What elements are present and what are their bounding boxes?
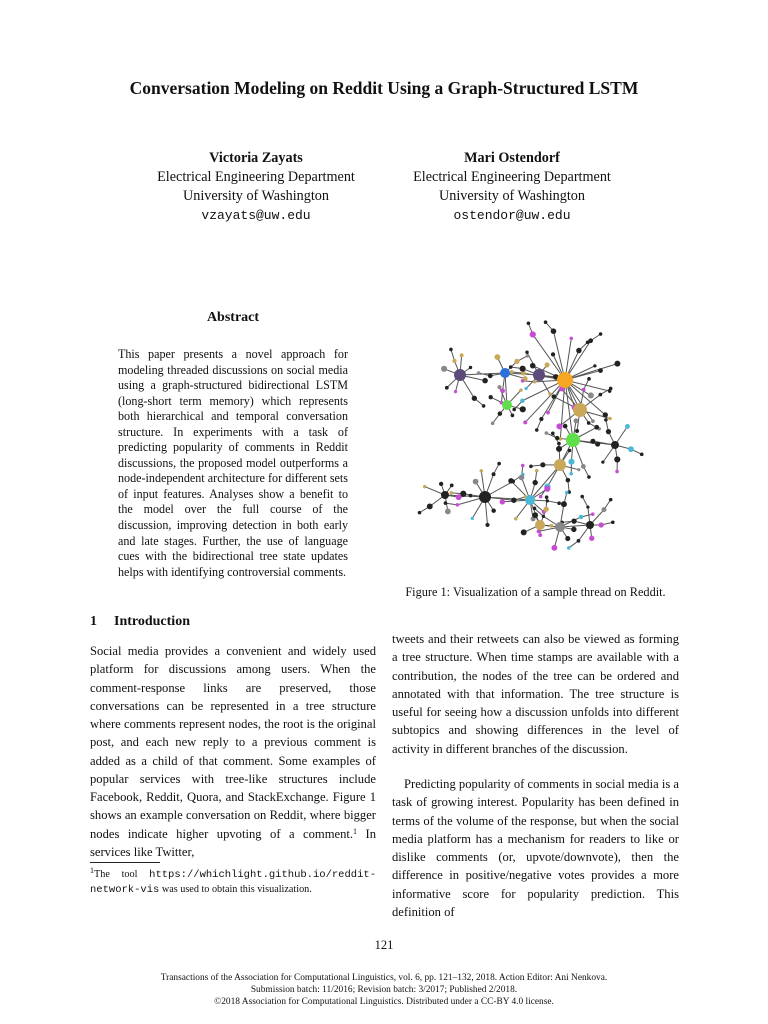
graph-node	[557, 442, 561, 446]
publication-info	[0, 972, 768, 1009]
graph-node	[520, 366, 526, 372]
graph-node	[520, 406, 526, 412]
graph-node	[579, 515, 583, 519]
graph-node	[479, 491, 491, 503]
graph-node	[551, 328, 557, 334]
graph-node	[423, 485, 427, 489]
graph-node	[530, 363, 536, 369]
graph-node	[589, 536, 594, 541]
graph-edge	[547, 501, 559, 503]
graph-node	[601, 460, 604, 463]
graph-node	[573, 403, 587, 417]
graph-nodes	[418, 320, 644, 550]
graph-node	[570, 337, 573, 340]
section-title: Introduction	[114, 614, 190, 629]
graph-node	[569, 472, 573, 476]
graph-node	[586, 505, 589, 508]
intro-paragraph-right-1: tweets and their retweets can also be viewed as forming a tree structure. When time stamps are available with a contribution, the nodes of the tree can be ordered and annotated with that information. The tree structure is useful for seeing how a discussion unfolds into different subtopics and showing differences in the level of activity in different branches of the discussion.	[392, 632, 679, 756]
graph-node	[556, 423, 562, 429]
graph-node	[603, 412, 608, 417]
graph-node	[557, 372, 573, 388]
graph-node	[494, 354, 500, 360]
graph-node	[581, 464, 586, 469]
graph-node	[441, 491, 449, 499]
graph-node	[460, 353, 464, 357]
author-univ: University of Washington	[183, 188, 329, 204]
graph-node	[574, 418, 579, 423]
graph-node	[427, 503, 433, 509]
graph-node	[599, 393, 603, 397]
graph-node	[602, 507, 607, 512]
author-name: Mari Ostendorf	[464, 150, 560, 166]
graph-node	[565, 491, 569, 495]
graph-node	[532, 512, 538, 518]
graph-node	[533, 507, 537, 511]
footnote-ref[interactable]: 1	[353, 826, 358, 836]
graph-node	[544, 507, 549, 512]
graph-node	[498, 411, 503, 416]
footnote	[90, 868, 376, 897]
graph-node	[614, 456, 620, 462]
graph-node	[449, 348, 453, 352]
graph-node	[450, 491, 454, 495]
footnote-url[interactable]: https://whichlight.github.io/reddit-network-vis	[90, 869, 376, 896]
graph-node	[587, 421, 591, 425]
graph-node	[606, 429, 611, 434]
graph-node	[539, 495, 543, 499]
graph-node	[529, 464, 533, 468]
graph-node	[537, 529, 541, 533]
publication-info-line: Submission batch: 11/2016; Revision batch: 3/2017; Published 2/2018.	[250, 985, 518, 996]
graph-node	[546, 411, 550, 415]
graph-node	[519, 475, 525, 481]
graph-node	[497, 462, 501, 466]
graph-node	[545, 495, 549, 499]
author-name: Victoria Zayats	[209, 150, 303, 166]
graph-node	[500, 368, 510, 378]
graph-node	[571, 527, 576, 532]
graph-node	[472, 396, 477, 401]
graph-node	[555, 522, 565, 532]
graph-node	[598, 368, 603, 373]
graph-node	[520, 399, 524, 403]
graph-node	[532, 480, 537, 485]
graph-node	[523, 376, 528, 381]
graph-node	[450, 483, 454, 487]
graph-node	[497, 385, 501, 389]
graph-node	[577, 539, 581, 543]
copyright-line: ©2018 Association for Computational Linguistics. Distributed under a CC-BY 4.0 license.	[214, 997, 554, 1008]
graph-node	[526, 354, 530, 358]
graph-node	[456, 503, 459, 506]
author-dept: Electrical Engineering Department	[413, 169, 611, 185]
graph-node	[533, 369, 545, 381]
graph-node	[519, 388, 523, 392]
graph-node	[586, 521, 594, 529]
graph-node	[488, 373, 493, 378]
section-number: 1	[90, 614, 97, 629]
graph-node	[445, 386, 449, 390]
graph-node	[441, 366, 447, 372]
graph-node	[489, 395, 493, 399]
graph-node	[508, 478, 513, 483]
graph-node	[557, 501, 561, 505]
graph-node	[452, 359, 456, 363]
graph-node	[540, 462, 545, 467]
graph-node	[577, 468, 580, 471]
author-block-1	[116, 149, 396, 225]
graph-node	[611, 520, 615, 524]
graph-node	[477, 371, 481, 375]
graph-node	[469, 366, 472, 369]
reddit-thread-graph-figure	[405, 305, 665, 573]
intro-paragraph-left	[90, 642, 376, 861]
graph-node	[582, 388, 586, 392]
abstract-heading: Abstract	[206, 310, 260, 325]
publication-info-line: Transactions of the Association for Computational Linguistics, vol. 6, pp. 121–132, 2018. Action Editor: Ani Nenkova.	[160, 973, 608, 983]
graph-node	[566, 433, 580, 447]
graph-node	[514, 517, 517, 520]
author-dept: Electrical Engineering Department	[157, 169, 355, 185]
graph-node	[563, 424, 568, 429]
graph-node	[471, 517, 474, 520]
intro-left-text: Social media provides a convenient and widely used platform for discussions among users. When the comment-response links are preserved, those conversations can be represented in a tree structure where comments represent nodes, the root is the original post, and each new reply to a previous comment is added as a child of that comment. Some examples of popular services with tree-like structures include Facebook, Reddit, Quora, and StackExchange. Figure 1 shows an example conversation on Reddit, where bigger nodes indicate higher upvoting of a comment.	[90, 644, 376, 841]
graph-node	[604, 418, 608, 422]
graph-node	[599, 332, 603, 336]
graph-node	[566, 478, 571, 483]
graph-node	[551, 431, 555, 435]
graph-node	[580, 495, 584, 499]
graph-node	[545, 431, 549, 435]
graph-node	[591, 419, 595, 423]
author-email[interactable]: vzayats@uw.edu	[201, 208, 311, 223]
graph-node	[568, 449, 571, 452]
abstract-text: This paper presents a novel approach for modeling threaded discussions on social media using a graph-structured bidirectional LSTM (long-short term memory) which represents both hierarchical and temporal conversation structure. In experiments with a task of predicting popularity of comments in Reddit discussions, the proposed model outperforms a node-independent architecture for different sets of input features. Analyses show a benefit to the model over the full course of the discussion, improving detection in both early and late stages. Further, the use of language cues with the bidirectional tree state updates helps with identifying controversial comments.	[118, 347, 348, 579]
graph-node	[500, 499, 505, 504]
graph-node	[595, 442, 600, 447]
graph-node	[482, 378, 488, 384]
graph-node	[599, 522, 604, 527]
graph-node	[588, 392, 594, 398]
graph-node	[554, 459, 566, 471]
graph-node	[614, 361, 620, 367]
graph-node	[439, 482, 443, 486]
footnote-tail: was used to obtain this visualization.	[161, 883, 312, 895]
graph-node	[542, 515, 545, 518]
graph-node	[500, 388, 505, 393]
footnote-rule	[90, 862, 160, 863]
graph-node	[593, 364, 596, 367]
author-block-2	[372, 149, 652, 225]
footnote-lead: The tool	[94, 869, 138, 880]
graph-node	[492, 472, 496, 476]
graph-node	[586, 340, 590, 344]
graph-node	[575, 429, 579, 433]
graph-node	[640, 453, 644, 457]
graph-node	[625, 424, 630, 429]
graph-node	[587, 475, 591, 479]
graph-node	[527, 321, 531, 325]
graph-node	[628, 446, 634, 452]
graph-node	[491, 421, 495, 425]
graph-node	[521, 529, 527, 535]
graph-node	[491, 508, 495, 512]
graph-node	[482, 404, 486, 408]
graph-node	[550, 524, 554, 528]
graph-node	[445, 509, 451, 515]
graph-node	[611, 441, 619, 449]
graph-node	[525, 351, 528, 354]
intro-paragraph-right-2: Predicting popularity of comments in social media is a task of growing interest. Popularity has been defined in terms of the volume of the response, but when the social media platform has a mechanism for readers to like or dislike comments (or, upvote/downvote), then the difference in positive/negative votes provides a more informative score for popularity prediction. This definition of	[392, 777, 679, 919]
graph-node	[608, 417, 612, 421]
graph-node	[510, 370, 514, 374]
graph-node	[502, 400, 512, 410]
graph-node	[473, 479, 479, 485]
footnote-marker: 1	[90, 866, 94, 875]
graph-node	[511, 414, 515, 418]
graph-node	[615, 470, 619, 474]
section-heading	[90, 614, 190, 630]
graph-node	[544, 486, 550, 492]
graph-node	[456, 494, 462, 500]
graph-node	[523, 420, 527, 424]
author-email[interactable]: ostendor@uw.edu	[453, 208, 571, 223]
graph-node	[545, 362, 550, 367]
graph-node	[511, 498, 516, 503]
graph-node	[555, 436, 559, 440]
graph-node	[535, 469, 539, 473]
page-number: 121	[374, 938, 394, 952]
graph-node	[609, 387, 613, 391]
paper-title: Conversation Modeling on Reddit Using a Graph-Structured LSTM	[129, 78, 639, 98]
graph-node	[548, 392, 551, 395]
graph-node	[525, 495, 535, 505]
graph-node	[551, 352, 555, 356]
author-univ: University of Washington	[439, 188, 585, 204]
graph-node	[535, 520, 545, 530]
intro-left-text-tail: In services like Twitter,	[90, 826, 376, 859]
graph-node	[609, 498, 613, 502]
graph-node	[590, 439, 595, 444]
graph-node	[568, 459, 574, 465]
graph-node	[539, 417, 543, 421]
graph-node	[571, 518, 576, 523]
graph-node	[454, 390, 457, 393]
graph-node	[512, 408, 516, 412]
graph-node	[551, 545, 557, 551]
graph-node	[509, 365, 513, 369]
graph-node	[587, 377, 591, 381]
graph-node	[567, 546, 571, 550]
graph-node	[444, 501, 448, 505]
graph-node	[533, 380, 536, 383]
graph-node	[485, 523, 489, 527]
graph-node	[514, 359, 519, 364]
graph-node	[418, 511, 422, 515]
graph-node	[469, 494, 473, 498]
graph-node	[535, 428, 539, 432]
graph-node	[594, 425, 599, 430]
graph-node	[521, 464, 525, 468]
graph-node	[565, 536, 570, 541]
graph-node	[524, 387, 527, 390]
graph-node	[561, 501, 567, 507]
graph-node	[546, 499, 549, 502]
graph-node	[538, 533, 542, 537]
graph-edges	[420, 322, 642, 548]
graph-node	[544, 320, 548, 324]
graph-node	[480, 469, 483, 472]
graph-node	[454, 369, 466, 381]
graph-node	[576, 348, 581, 353]
graph-node	[591, 512, 595, 516]
graph-node	[556, 446, 562, 452]
graph-node	[552, 394, 557, 399]
figure-caption: Figure 1: Visualization of a sample thread on Reddit.	[405, 585, 666, 599]
graph-node	[530, 331, 536, 337]
